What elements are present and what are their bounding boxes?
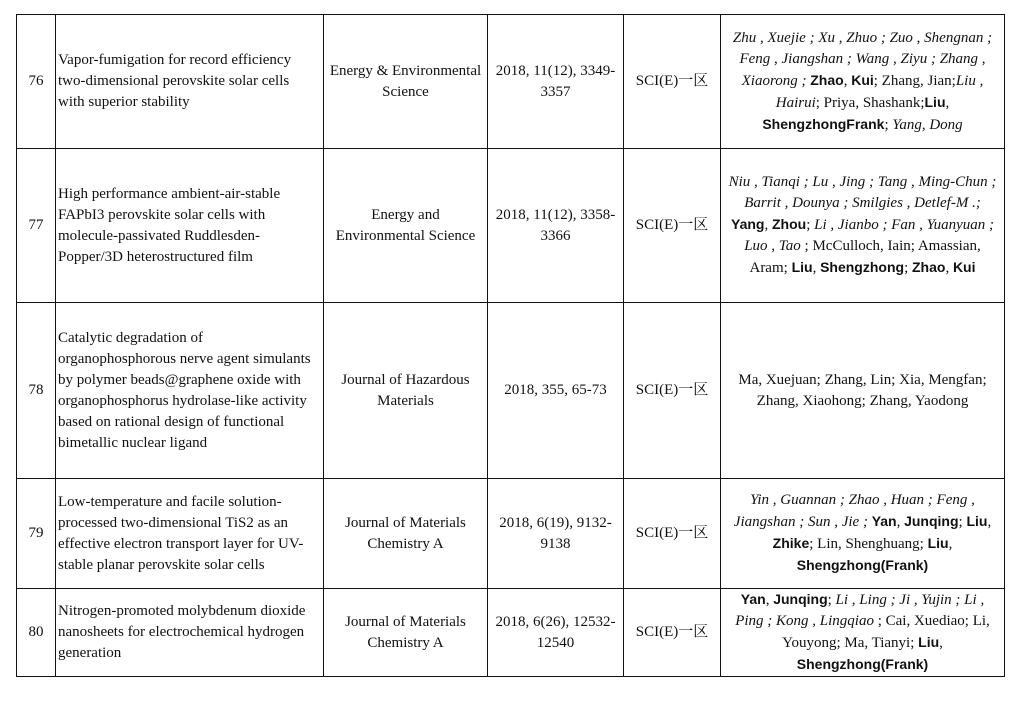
author-segment: , (945, 260, 953, 276)
author-segment: Kui (851, 71, 874, 88)
row-number: 78 (17, 303, 56, 479)
row-number: 76 (17, 15, 56, 149)
author-segment: ; McCulloch, Iain; Amassian, Aram; (749, 238, 981, 276)
author-segment: Li , Ling ; Ji , Yujin ; Li , Ping ; Kong , Lingqiao (735, 592, 985, 629)
author-list (721, 479, 1005, 589)
table-row (17, 589, 1005, 677)
index-category: SCI(E)一区 (624, 589, 721, 677)
publication-info: 2018, 6(26), 12532-12540 (488, 589, 624, 677)
author-segment: , (948, 536, 953, 552)
index-category: SCI(E)一区 (624, 15, 721, 149)
publications-table (16, 14, 1005, 677)
author-segment: Shengzhong(Frank) (796, 656, 929, 672)
index-category: SCI(E)一区 (624, 479, 721, 589)
paper-title: Catalytic degradation of organophosphorous nerve agent simulants by polymer beads@graphene oxide with organophosphorus hydrolase-like activity based on rational design of functional bimetallic nuclear ligand (56, 303, 324, 479)
row-number: 79 (17, 479, 56, 589)
table-row (17, 303, 1005, 479)
index-category: SCI(E)一区 (624, 149, 721, 303)
author-segment: Zhou (771, 216, 807, 232)
paper-title: Vapor-fumigation for record efficiency two-dimensional perovskite solar cells with superior stability (56, 15, 324, 149)
author-segment: Zhao (810, 71, 844, 88)
journal-name: Energy & Environmental Science (324, 15, 488, 149)
author-segment: Liu (924, 93, 946, 110)
author-segment: Zhu , Xuejie ; Xu , Zhuo ; Zuo , Shengnan ; Feng , Jiangshan ; Wang , Ziyu ; Zhang , Xiaorong ; (732, 29, 993, 89)
row-number: 77 (17, 149, 56, 303)
author-segment: Li , Jianbo ; Fan , Yuanyuan ; Luo , Tao (744, 217, 994, 254)
author-segment: Liu (791, 259, 813, 275)
author-segment: ; (958, 514, 967, 530)
author-segment: Liu (927, 535, 949, 551)
author-list (721, 303, 1005, 479)
author-segment: Yan (740, 591, 766, 607)
author-segment: Junqing (773, 591, 828, 607)
journal-name: Energy and Environmental Science (324, 149, 488, 303)
author-segment: ; (806, 217, 815, 233)
author-segment: Shengzhong (820, 259, 905, 275)
author-segment: , (939, 635, 943, 651)
author-segment: Zhao (911, 259, 946, 275)
author-list (721, 149, 1005, 303)
paper-title: High performance ambient-air-stable FAPbI3 perovskite solar cells with molecule-passivated Ruddlesden-Popper/3D heterostructured film (56, 149, 324, 303)
author-segment: Yang (731, 216, 765, 232)
author-segment: ; Priya, Shashank; (815, 94, 925, 111)
author-segment: Shengzhong(Frank) (796, 557, 929, 573)
author-segment: , (843, 72, 852, 89)
author-segment: Yan (871, 513, 897, 529)
paper-title: Low-temperature and facile solution-processed two-dimensional TiS2 as an effective electron transport layer for UV-stable planar perovskite solar cells (56, 479, 324, 589)
table-body (17, 15, 1005, 677)
author-segment: , (764, 217, 772, 233)
author-segment: Kui (952, 259, 976, 275)
row-number: 80 (17, 589, 56, 677)
author-segment: ShengzhongFrank (762, 115, 885, 132)
author-segment: , (896, 514, 905, 530)
author-segment: , (987, 514, 992, 530)
author-segment: , (945, 94, 950, 111)
index-category: SCI(E)一区 (624, 303, 721, 479)
author-segment: ; (827, 592, 836, 608)
author-segment: Junqing (904, 513, 959, 529)
author-segment: ; Lin, Shenghuang; (809, 536, 928, 552)
author-segment: , (812, 260, 821, 276)
publication-info: 2018, 11(12), 3358-3366 (488, 149, 624, 303)
table-row (17, 479, 1005, 589)
author-segment: Zhike (772, 535, 810, 551)
journal-name: Journal of Materials Chemistry A (324, 479, 488, 589)
author-segment: Liu , Hairui (775, 72, 984, 111)
author-segment: ; Cai, Xuediao; Li, Youyong; Ma, Tianyi; (782, 613, 990, 651)
table-row (17, 149, 1005, 303)
publication-info: 2018, 6(19), 9132-9138 (488, 479, 624, 589)
author-segment: ; (904, 260, 912, 276)
author-segment: Liu (966, 513, 988, 529)
author-segment: Yin , Guannan ; Zhao , Huan ; Feng , Jiangshan ; Sun , Jie ; (733, 492, 975, 530)
journal-name: Journal of Materials Chemistry A (324, 589, 488, 677)
author-segment: ; (884, 116, 893, 133)
author-list (721, 589, 1005, 677)
table-row (17, 15, 1005, 149)
author-list (721, 15, 1005, 149)
author-segment: , (765, 592, 774, 608)
paper-title: Nitrogen-promoted molybdenum dioxide nanosheets for electrochemical hydrogen generation (56, 589, 324, 677)
author-segment: Niu , Tianqi ; Lu , Jing ; Tang , Ming-Chun ; Barrit , Dounya ; Smilgies , Detlef-M .; (728, 174, 997, 211)
publication-info: 2018, 11(12), 3349-3357 (488, 15, 624, 149)
publication-info: 2018, 355, 65-73 (488, 303, 624, 479)
author-segment: Liu (918, 634, 940, 650)
author-segment: ; Zhang, Jian; (873, 72, 956, 89)
author-segment: Ma, Xuejuan; Zhang, Lin; Xia, Mengfan; Zhang, Xiaohong; Zhang, Yaodong (738, 371, 987, 409)
author-segment: Yang, Dong (892, 116, 963, 133)
journal-name: Journal of Hazardous Materials (324, 303, 488, 479)
